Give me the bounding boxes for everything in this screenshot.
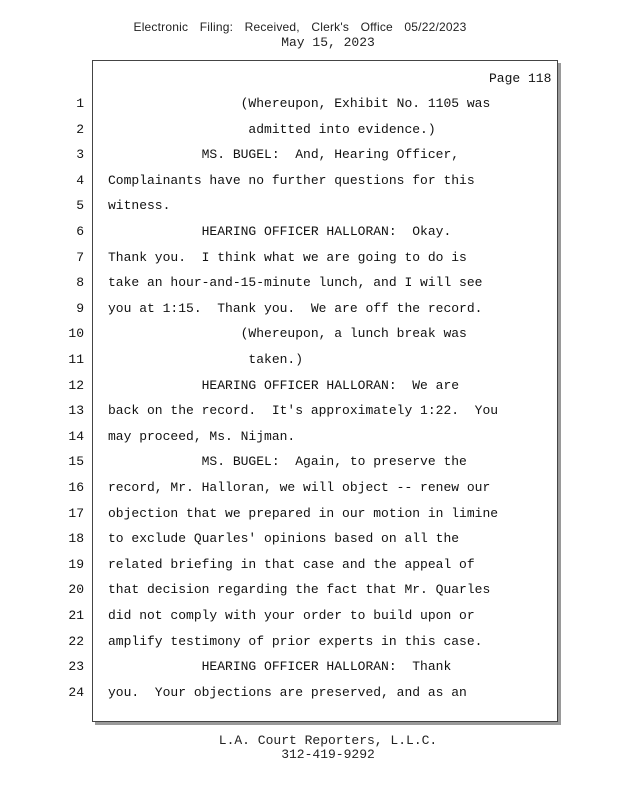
line-number: 5 <box>76 198 84 213</box>
line-number: 23 <box>68 659 84 674</box>
line-text: objection that we prepared in our motion in limine <box>108 506 499 521</box>
line-number: 20 <box>68 582 84 597</box>
line-number: 24 <box>68 685 84 700</box>
line-number: 6 <box>76 224 84 239</box>
line-text: HEARING OFFICER HALLORAN: Thank <box>108 659 452 674</box>
line-text: amplify testimony of prior experts in this case. <box>108 634 483 649</box>
line-text: taken.) <box>108 352 304 367</box>
line-text: back on the record. It's approximately 1:22. You <box>108 403 499 418</box>
line-number: 3 <box>76 147 84 162</box>
line-text: MS. BUGEL: Again, to preserve the <box>108 454 467 469</box>
line-text: (Whereupon, Exhibit No. 1105 was <box>108 96 491 111</box>
line-text: may proceed, Ms. Nijman. <box>108 429 296 444</box>
line-text: you. Your objections are preserved, and as an <box>108 685 467 700</box>
line-number: 12 <box>68 378 84 393</box>
line-number: 10 <box>68 326 84 341</box>
line-number: 15 <box>68 454 84 469</box>
line-text: that decision regarding the fact that Mr. Quarles <box>108 582 491 597</box>
line-text: (Whereupon, a lunch break was <box>108 326 467 341</box>
line-number: 22 <box>68 634 84 649</box>
reporter-phone: 312-419-9292 <box>281 747 375 762</box>
hearing-date: May 15, 2023 <box>281 35 375 50</box>
line-number: 18 <box>68 531 84 546</box>
line-text: did not comply with your order to build upon or <box>108 608 475 623</box>
line-number: 13 <box>68 403 84 418</box>
line-number: 8 <box>76 275 84 290</box>
line-text: take an hour-and-15-minute lunch, and I will see <box>108 275 483 290</box>
line-number: 21 <box>68 608 84 623</box>
line-number: 1 <box>76 96 84 111</box>
line-text: HEARING OFFICER HALLORAN: Okay. <box>108 224 452 239</box>
line-text: related briefing in that case and the appeal of <box>108 557 475 572</box>
line-text: to exclude Quarles' opinions based on all the <box>108 531 460 546</box>
line-text: MS. BUGEL: And, Hearing Officer, <box>108 147 460 162</box>
line-text: record, Mr. Halloran, we will object -- renew our <box>108 480 491 495</box>
line-text: HEARING OFFICER HALLORAN: We are <box>108 378 460 393</box>
line-text: Thank you. I think what we are going to do is <box>108 250 467 265</box>
line-number: 7 <box>76 250 84 265</box>
line-text: Complainants have no further questions for this <box>108 173 475 188</box>
line-number: 4 <box>76 173 84 188</box>
line-text: witness. <box>108 198 171 213</box>
line-number: 9 <box>76 301 84 316</box>
line-number: 16 <box>68 480 84 495</box>
reporter-name: L.A. Court Reporters, L.L.C. <box>218 733 438 748</box>
line-number: 17 <box>68 506 84 521</box>
page-number: Page 118 <box>489 71 552 86</box>
line-number: 19 <box>68 557 84 572</box>
filing-stamp: Electronic Filing: Received, Clerk's Office 05/22/2023 <box>133 20 467 34</box>
line-number: 14 <box>68 429 84 444</box>
line-text: you at 1:15. Thank you. We are off the record. <box>108 301 483 316</box>
line-number: 2 <box>76 122 84 137</box>
line-number: 11 <box>68 352 84 367</box>
line-text: admitted into evidence.) <box>108 122 436 137</box>
